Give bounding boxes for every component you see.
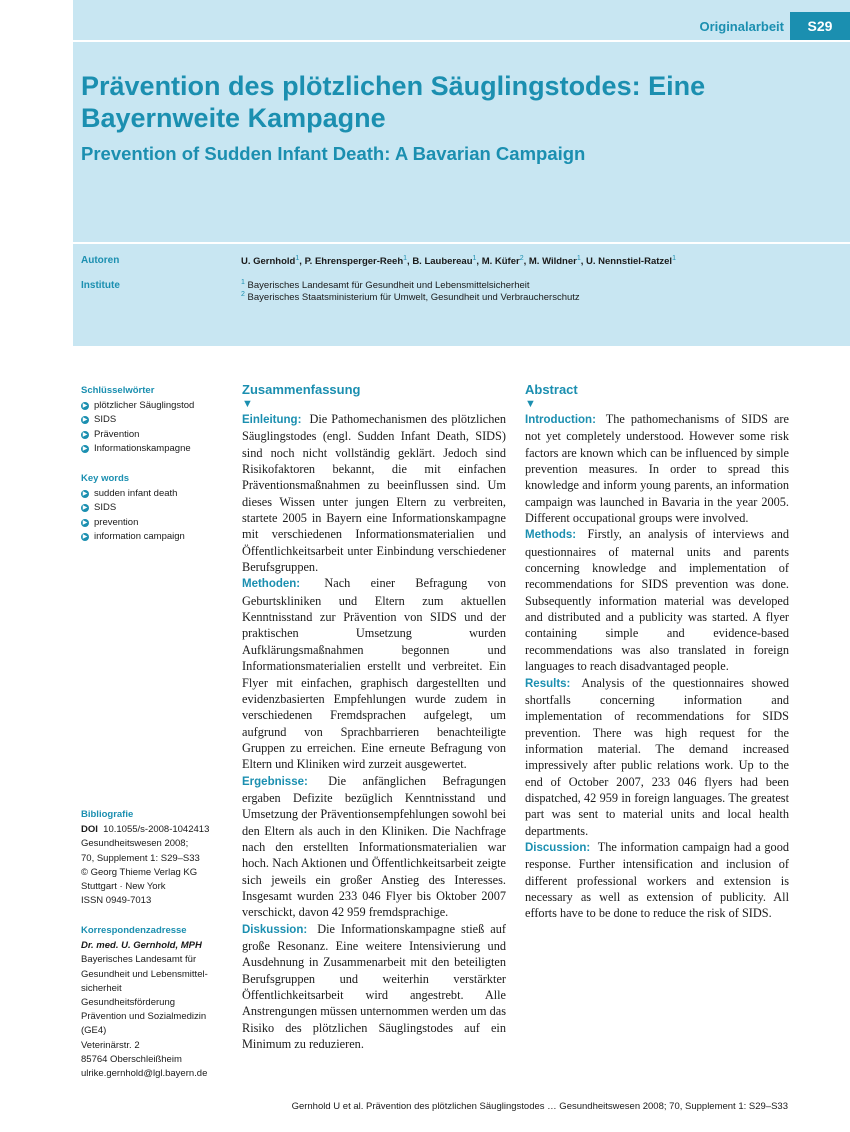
summary-paragraph: Einleitung: Die Pathomechanismen des plötzlichen Säuglingstodes (engl. Sudden Infant Death, SIDS) sind noch nicht vollständig geklärt. Jedoch sind Risikofaktoren bekannt, die mit einfachen Präventionsmaßnahmen zu beeinflussen sind. Um dieses Wissen unter jungen Eltern zu verbreiten, startete 2005 in Bayern eine Informationskampagne mit verschiedenen Informationsmaterialien und Öffentlichkeitsarbeit unter Einbindung verschiedener Berufsgruppen. — [242, 412, 506, 575]
bullet-arrow-icon: ▶ — [82, 445, 88, 452]
triangle-down-icon: ▼ — [242, 398, 253, 410]
abstract-paragraph: Discussion: The information campaign had a good response. Further intensification and inclusion of different professional workers and extension is necessary as well as extension of publicity. All efforts have to be done to reduce the risk of SIDS. — [525, 839, 790, 921]
author: M. Küfer$^2$ — [481, 255, 524, 268]
correspondence-heading: Korrespondenzadresse — [81, 925, 187, 936]
summary-paragraph: Diskussion: Die Informationskampagne stieß auf große Resonanz. Eine weitere Intensivierung und Ausdehnung in Zusammenarbeit mit den beteiligten Berufsgruppen und weiterhin verstärkter Öffentlichkeitsarbeit wird angestrebt. Alle Anstrengungen müssen unternommen werden um das Risiko des plötzlichen Säuglingstodes auf ein Minimum zu reduzieren. — [242, 921, 506, 1052]
address-line: Gesundheitsförderung — [81, 997, 176, 1009]
bullet-arrow-icon: ▶ — [82, 519, 88, 526]
address-line: Gesundheit und Lebensmittel- — [81, 968, 208, 980]
keywords-en — [81, 472, 231, 544]
institute-line: $^2$ Bayerisches Staatsministerium für Umwelt, Gesundheit und Verbraucherschutz — [241, 291, 580, 304]
keywords-de-heading: Schlüsselwörter — [81, 385, 155, 396]
bibliography-line: Gesundheitswesen 2008; — [81, 838, 189, 850]
article-subtitle: Prevention of Sudden Infant Death: A Bavarian Campaign — [81, 143, 586, 164]
bibliography-heading: Bibliografie — [81, 809, 134, 820]
bibliography-line: © Georg Thieme Verlag KG — [81, 866, 198, 878]
page-number-badge: S29 — [790, 12, 850, 40]
address-line: Veterinärstr. 2 — [81, 1039, 140, 1051]
bullet-arrow-icon: ▶ — [82, 491, 88, 498]
keyword-item: ▶ SIDS — [82, 414, 117, 426]
abstract-paragraph: Results: Analysis of the questionnaires showed shortfalls concerning information and implementation of recommendations for SIDS prevention. There was high request for the information material. The demand increased impressively after public relations work. Up to the end of October 2007, 233 046 flyers had been dispatched, 42 959 in foreign languages. The greatest part was sent to material units and local health departments. — [525, 675, 789, 838]
bullet-arrow-icon: ▶ — [82, 417, 88, 424]
bullet-arrow-icon: ▶ — [82, 431, 88, 438]
bibliography-line: ISSN 0949-7013 — [81, 895, 152, 907]
keyword-item: ▶ information campaign — [82, 530, 185, 542]
keyword-item: ▶ sudden infant death — [82, 488, 178, 500]
bullet-arrow-icon: ▶ — [82, 403, 88, 410]
author: M. Wildner$^1$ — [528, 255, 581, 268]
author: U. Gernhold$^1$ — [241, 255, 300, 268]
author-list: U. Gernhold$^1$, P. Ehrensperger-Reeh$^1$, B. Laubereau$^1$, M. Küfer$^2$, M. Wildner$^1$, U. Nennstiel-Ratzel$^1$ — [241, 255, 676, 268]
keyword-item: ▶ Informationskampagne — [82, 442, 191, 454]
correspondence — [81, 924, 231, 1081]
address-line: (GE4) — [81, 1025, 107, 1037]
authors-label: Autoren — [81, 255, 120, 266]
abstract-column — [525, 381, 789, 922]
bibliography-line: 70, Supplement 1: S29–S33 — [81, 852, 200, 864]
zusammenfassung-heading: Zusammenfassung — [242, 382, 361, 397]
triangle-down-icon: ▼ — [525, 398, 536, 410]
keyword-item: ▶ Prävention — [82, 428, 140, 440]
bullet-arrow-icon: ▶ — [82, 533, 88, 540]
abstract-paragraph: Introduction: The pathomechanisms of SIDS are not yet completely understood. However some risk factors are known which can be influenced by simple prevention measures. In order to spread this knowledge and inform young parents, an information campaign was launched in Bavaria in the year 2005. Different occupational groups were involved. — [525, 412, 789, 526]
address-line: 85764 Oberschleißheim — [81, 1053, 182, 1065]
keywords-en-heading: Key words — [81, 473, 130, 484]
email-link[interactable]: ulrike.gernhold@lgl.bayern.de — [81, 1068, 208, 1080]
section-label: Originalarbeit — [699, 19, 784, 34]
bullet-arrow-icon: ▶ — [82, 505, 88, 512]
keywords-de — [81, 384, 231, 456]
header-divider — [73, 40, 850, 42]
author: B. Laubereau$^1$ — [412, 255, 477, 268]
author: U. Nennstiel-Ratzel$^1$ — [586, 255, 676, 268]
header-divider — [73, 242, 850, 244]
institutes-label: Institute — [81, 280, 120, 291]
address-line: Bayerisches Landesamt für — [81, 954, 197, 966]
address-line: sicherheit — [81, 982, 122, 994]
bibliography-line: Stuttgart · New York — [81, 881, 166, 893]
abstract-paragraph: Methods: Firstly, an analysis of interviews and questionnaires of maternal units and parents concerning knowledge and implementation of recommendations for SIDS prevention was done. Subsequently information material was developed and distributed and a publicity was started. A flyer containing simple and evidence-based recommendations was also translated in foreign languages to reach disadvantaged people. — [525, 527, 789, 674]
correspondence-name: Dr. med. U. Gernhold, MPH — [81, 940, 202, 952]
doi-line: DOI 10.1055/s-2008-1042413 — [81, 824, 210, 836]
footer-citation: Gernhold U et al. Prävention des plötzlichen Säuglingstodes … Gesundheitswesen 2008; 70, Supplement 1: S29–S33 — [291, 1101, 788, 1112]
author: P. Ehrensperger-Reeh$^1$ — [304, 255, 408, 268]
zusammenfassung-column — [242, 381, 506, 1052]
address-line: Prävention und Sozialmedizin — [81, 1011, 207, 1023]
summary-paragraph: Ergebnisse: Die anfänglichen Befragungen ergaben Defizite bezüglich Kenntnisstand und Umsetzung der Präventionsempfehlungen sowohl bei den Eltern als auch in den Kliniken. Die Nachfrage nach den erstellten Informationsmaterialien war hoch. Nach Aktionen und Öffentlichkeitsarbeit zeigte sich jeweils ein großer Anstieg des Interesses. Insgesamt wurden 233 046 Flyer bis Oktober 2007 verschickt, davon 42 959 fremdsprachige. — [242, 773, 506, 920]
keyword-item: ▶ SIDS — [82, 502, 117, 514]
keyword-item: ▶ plötzlicher Säuglingstod — [82, 400, 195, 412]
bibliography — [81, 808, 231, 908]
institute-line: $^1$ Bayerisches Landesamt für Gesundheit und Lebensmittelsicherheit — [241, 279, 530, 292]
abstract-heading: Abstract — [525, 382, 578, 397]
summary-paragraph: Methoden: Nach einer Befragung von Geburtskliniken und Eltern zum aktuellen Kenntnisstand zur Prävention von SIDS und der praktischen Umsetzung wurden Aufklärungsmaßnahmen begonnen und Informationsmaterialien erstellt und verbreitet. Ein Flyer mit einfachen, graphisch dargestellten und evidenzbasierten Empfehlungen wurde zudem in verschiedenen Fremdsprachen aufgelegt, um aufgrund von Sprachbarrieren benachteiligte Gruppen zu erreichen. Eine erneute Befragung von Eltern und Kliniken wird zurzeit ausgewertet. — [242, 576, 506, 772]
article-title: Prävention des plötzlichen Säuglingstodes: Eine Bayernweite Kampagne — [81, 71, 706, 133]
keyword-item: ▶ prevention — [82, 516, 139, 528]
